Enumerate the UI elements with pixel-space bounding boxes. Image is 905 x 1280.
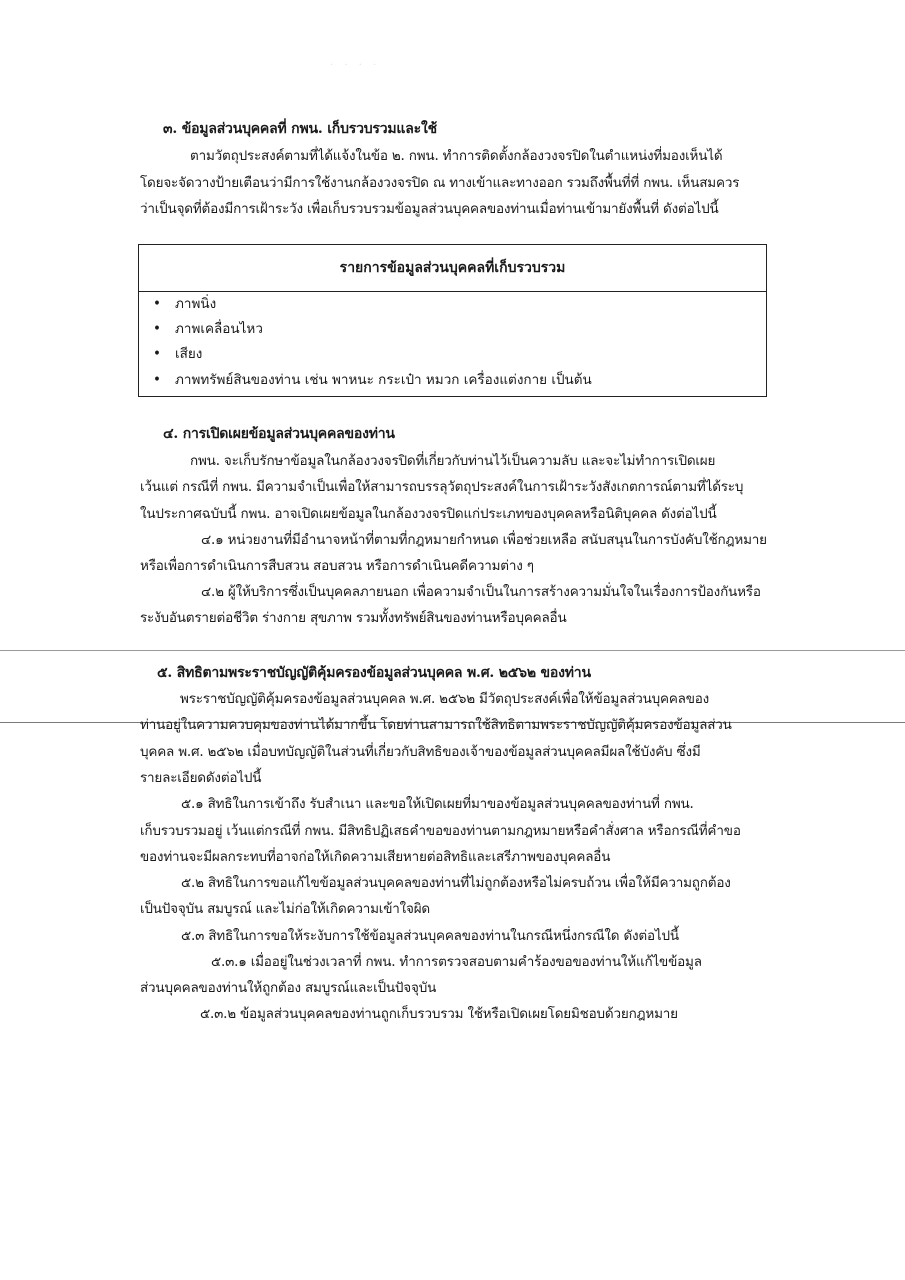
- section-4-line-5: หรือเพื่อการดำเนินการสืบสวน สอบสวน หรือการดำเนินคดีความต่าง ๆ: [140, 558, 534, 574]
- scan-line: [0, 650, 905, 651]
- section-4-line-1: กพน. จะเก็บรักษาข้อมูลในกล้องวงจรปิดที่เกี่ยวกับท่านไว้เป็นความลับ และจะไม่ทำการเปิดเผย: [190, 453, 716, 469]
- section-5-line-12: ส่วนบุคคลของท่านให้ถูกต้อง สมบูรณ์และเป็นปัจจุบัน: [140, 980, 437, 996]
- table-item-text: เสียง: [175, 346, 203, 362]
- table-item: [153, 319, 263, 339]
- table-item-text: ภาพเคลื่อนไหว: [175, 321, 263, 337]
- table-item-text: ภาพทรัพย์สินของท่าน เช่น พาหนะ กระเป๋า หมวก เครื่องแต่งกาย เป็นต้น: [175, 372, 592, 388]
- bullet-icon: •: [153, 296, 161, 312]
- faint-scan-mark: · · · ·: [330, 60, 381, 71]
- section-5-line-13: ๕.๓.๒ ข้อมูลส่วนบุคคลของท่านถูกเก็บรวบรวม ใช้หรือเปิดเผยโดยมิชอบด้วยกฎหมาย: [200, 1006, 678, 1022]
- section-5-line-11: ๕.๓.๑ เมื่ออยู่ในช่วงเวลาที่ กพน. ทำการตรวจสอบตามคำร้องขอของท่านให้แก้ไขข้อมูล: [211, 954, 702, 970]
- section-5-line-2: ท่านอยู่ในความควบคุมของท่านได้มากขึ้น โดยท่านสามารถใช้สิทธิตามพระราชบัญญัติคุ้มครองข้อมูลส่วน: [140, 717, 732, 733]
- table-item: [153, 344, 202, 364]
- section-5-line-8: ๕.๒ สิทธิในการขอแก้ไขข้อมูลส่วนบุคคลของท่านที่ไม่ถูกต้องหรือไม่ครบถ้วน เพื่อให้มีความถูกต้อง: [181, 875, 731, 891]
- section-4-line-7: ระงับอันตรายต่อชีวิต ร่างกาย สุขภาพ รวมทั้งทรัพย์สินของท่านหรือบุคคลอื่น: [140, 610, 567, 626]
- section-5-line-9: เป็นปัจจุบัน สมบูรณ์ และไม่ก่อให้เกิดความเข้าใจผิด: [140, 901, 430, 917]
- section-3-heading: ๓. ข้อมูลส่วนบุคคลที่ กพน. เก็บรวบรวมและใช้: [163, 121, 437, 137]
- table-item: [153, 370, 592, 390]
- bullet-icon: •: [153, 321, 161, 337]
- section-4-line-4: ๔.๑ หน่วยงานที่มีอำนาจหน้าที่ตามที่กฎหมายกำหนด เพื่อช่วยเหลือ สนับสนุนในการบังคับใช้กฎหมาย: [201, 532, 767, 548]
- section-3-line-2: โดยจะจัดวางป้ายเตือนว่ามีการใช้งานกล้องวงจรปิด ณ ทางเข้าและทางออก รวมถึงพื้นที่ที่ กพน. เห็นสมควร: [140, 175, 740, 191]
- table-item: [153, 294, 216, 314]
- collected-data-table: [138, 244, 767, 397]
- section-4-line-6: ๔.๒ ผู้ให้บริการซึ่งเป็นบุคคลภายนอก เพื่อความจำเป็นในการสร้างความมั่นใจในเรื่องการป้องกันหรือ: [201, 584, 761, 600]
- bullet-icon: •: [153, 372, 161, 388]
- section-5-line-3: บุคคล พ.ศ. ๒๕๖๒ เมื่อบทบัญญัติในส่วนที่เกี่ยวกับสิทธิของเจ้าของข้อมูลส่วนบุคคลมีผลใช้บังคับ ซึ่งมี: [140, 744, 701, 760]
- section-5-line-10: ๕.๓ สิทธิในการขอให้ระงับการใช้ข้อมูลส่วนบุคคลของท่านในกรณีหนึ่งกรณีใด ดังต่อไปนี้: [181, 928, 679, 944]
- section-4-line-3: ในประกาศฉบับนี้ กพน. อาจเปิดเผยข้อมูลในกล้องวงจรปิดแก่ประเภทของบุคคลหรือนิติบุคคล ดังต่อไปนี้: [140, 506, 717, 522]
- bullet-icon: •: [153, 346, 161, 362]
- section-5-line-5: ๕.๑ สิทธิในการเข้าถึง รับสำเนา และขอให้เปิดเผยที่มาของข้อมูลส่วนบุคคลของท่านที่ กพน.: [181, 796, 694, 812]
- table-header: รายการข้อมูลส่วนบุคคลที่เก็บรวบรวม: [139, 245, 766, 292]
- section-4-line-2: เว้นแต่ กรณีที่ กพน. มีความจำเป็นเพื่อให้สามารถบรรลุวัตถุประสงค์ในการเฝ้าระวังสังเกตการณ์ตามที่ได้ระบุ: [140, 479, 744, 495]
- section-3-line-1: ตามวัตถุประสงค์ตามที่ได้แจ้งในข้อ ๒. กพน. ทำการติดตั้งกล้องวงจรปิดในตำแหน่งที่มองเห็นได้: [190, 148, 723, 164]
- section-3-line-3: ว่าเป็นจุดที่ต้องมีการเฝ้าระวัง เพื่อเก็บรวบรวมข้อมูลส่วนบุคคลของท่านเมื่อท่านเข้ามายังพื้นที่ ดังต่อไปนี้: [140, 201, 719, 217]
- section-5-line-1: พระราชบัญญัติคุ้มครองข้อมูลส่วนบุคคล พ.ศ. ๒๕๖๒ มีวัตถุประสงค์เพื่อให้ข้อมูลส่วนบุคคลของ: [180, 691, 710, 707]
- section-4-heading: ๔. การเปิดเผยข้อมูลส่วนบุคคลของท่าน: [163, 426, 395, 442]
- section-5-line-6: เก็บรวบรวมอยู่ เว้นแต่กรณีที่ กพน. มีสิทธิปฏิเสธคำขอของท่านตามกฎหมายหรือคำสั่งศาล หรือกรณีที่คำขอ: [140, 823, 741, 839]
- section-5-line-7: ของท่านจะมีผลกระทบที่อาจก่อให้เกิดความเสียหายต่อสิทธิและเสรีภาพของบุคคลอื่น: [140, 849, 611, 865]
- section-5-line-4: รายละเอียดดังต่อไปนี้: [140, 770, 262, 786]
- section-5-heading: ๕. สิทธิตามพระราชบัญญัติคุ้มครองข้อมูลส่วนบุคคล พ.ศ. ๒๕๖๒ ของท่าน: [157, 665, 591, 681]
- table-item-text: ภาพนิ่ง: [175, 296, 217, 312]
